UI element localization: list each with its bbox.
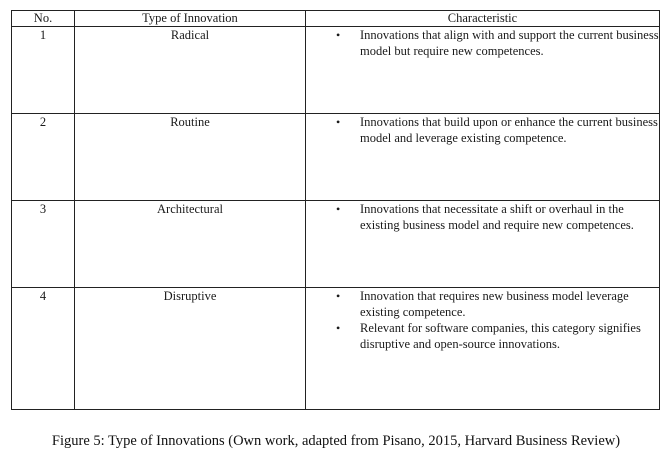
header-no: No. (12, 11, 75, 27)
characteristic-list (306, 27, 659, 59)
table-row (12, 201, 660, 288)
characteristic-item (336, 288, 659, 320)
bullet-icon: • (336, 115, 341, 129)
innovation-type: Disruptive (75, 288, 306, 410)
innovation-type: Radical (75, 27, 306, 114)
characteristic-cell (306, 27, 660, 114)
characteristic-text: Innovations that align with and support the current business model but require new competences. (360, 28, 659, 58)
characteristic-item (336, 27, 659, 59)
characteristic-list (306, 201, 659, 233)
table-row (12, 114, 660, 201)
characteristic-cell (306, 114, 660, 201)
characteristic-cell (306, 288, 660, 410)
bullet-icon: • (336, 321, 341, 335)
characteristic-cell (306, 201, 660, 288)
innovation-type: Architectural (75, 201, 306, 288)
characteristic-item (336, 201, 659, 233)
table-row (12, 288, 660, 410)
characteristic-item (336, 320, 659, 352)
innovation-type: Routine (75, 114, 306, 201)
characteristic-list (306, 114, 659, 146)
bullet-icon: • (336, 28, 341, 42)
characteristic-text: Innovations that build upon or enhance the current business model and leverage existing competence. (360, 115, 658, 145)
row-number: 2 (12, 114, 75, 201)
row-number: 1 (12, 27, 75, 114)
figure-caption: Figure 5: Type of Innovations (Own work, adapted from Pisano, 2015, Harvard Business Review) (51, 433, 621, 449)
header-type-of-innovation: Type of Innovation (75, 11, 306, 27)
characteristic-text: Relevant for software companies, this category signifies disruptive and open-source innovations. (360, 321, 641, 351)
row-number: 3 (12, 201, 75, 288)
bullet-icon: • (336, 289, 341, 303)
characteristic-list (306, 288, 659, 352)
row-number: 4 (12, 288, 75, 410)
bullet-icon: • (336, 202, 341, 216)
characteristic-item (336, 114, 659, 146)
header-characteristic: Characteristic (306, 11, 660, 27)
characteristic-text: Innovation that requires new business model leverage existing competence. (360, 289, 629, 319)
characteristic-text: Innovations that necessitate a shift or overhaul in the existing business model and require new competences. (360, 202, 634, 232)
innovation-table-container (11, 10, 659, 410)
innovation-types-table (11, 10, 660, 410)
table-row (12, 27, 660, 114)
table-header-row (12, 11, 660, 27)
